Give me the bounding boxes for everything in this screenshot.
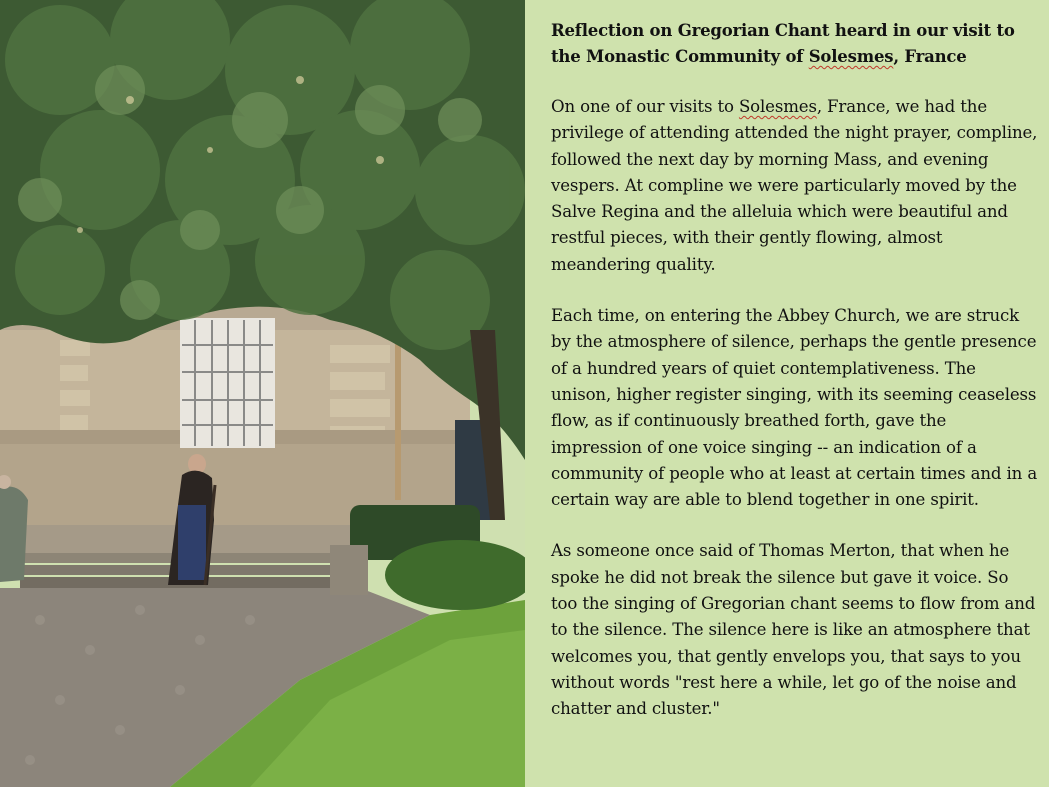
reflection-title — [551, 18, 1039, 70]
title-suffix: , France — [893, 47, 967, 66]
paragraph-1 — [551, 94, 1039, 278]
title-text: Reflection on Gregorian Chant heard in our visit to the Monastic Community of — [551, 21, 1015, 66]
paragraph-1-rest: , France, we had the privilege of attending attended the night prayer, compline, followed the next day by morning Mass, and evening vespers. At compline we were particularly moved by the Salve Regina and the alleluia which were beautiful and restful pieces, with their gently flowing, almost meandering quality. — [551, 97, 1038, 274]
paragraph-1-place: Solesmes — [738, 97, 817, 116]
title-place: Solesmes — [808, 47, 894, 66]
reflection-panel — [525, 0, 1049, 787]
paragraph-1-start: On one of our visits to — [551, 97, 739, 116]
paragraph-2: Each time, on entering the Abbey Church, we are struck by the atmosphere of silence, perhaps the gentle presence of a hundred years of quiet contemplativeness. The unison, higher register singing, with its seeming ceaseless flow, as if continuously breathed forth, gave the impression of one voice singing -- an indication of a community of people who at least at certain times and in a certain way are able to blend together in one spirit. — [551, 306, 1038, 510]
paragraph-3: As someone once said of Thomas Merton, that when he spoke he did not break the silence but gave it voice. So too the singing of Gregorian chant seems to flow from and to the silence. The silence here is like an atmosphere that welcomes you, that gently envelops you, that says to you without words "rest here a while, let go of the noise and chatter and cluster." — [551, 541, 1036, 719]
